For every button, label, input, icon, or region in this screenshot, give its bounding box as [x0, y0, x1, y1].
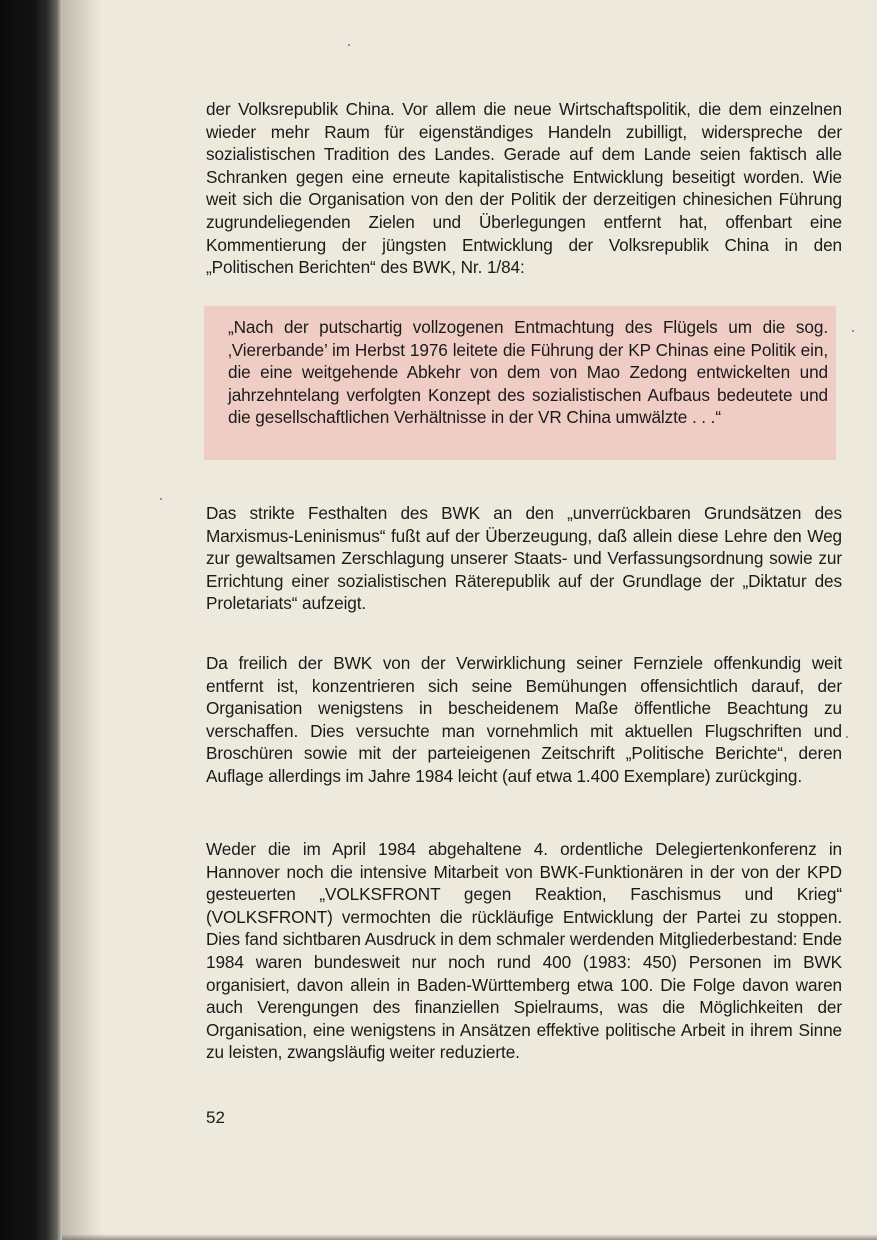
- page-number: 52: [206, 1108, 225, 1127]
- paragraph-3: Da freilich der BWK von der Verwirklichung seiner Fernziele offenkundig weit entfernt ist, konzentrieren sich seine Bemühungen offensichtlich darauf, der Organisation wenigstens in bescheidenem Maße öffentliche Beachtung zu verschaffen. Dies versuchte man vornehmlich mit aktuellen Flugschriften und Broschüren sowie mit der parteieigenen Zeitschrift „Politische Berichte“, deren Auflage allerdings im Jahre 1984 leicht (auf etwa 1.400 Exemplare) zurückging.: [206, 653, 842, 786]
- paragraph-1: der Volksrepublik China. Vor allem die neue Wirtschaftspolitik, die dem einzelnen wieder mehr Raum für eigenständiges Handeln zubilligt, widerspreche der sozialistischen Tradition des Landes. Gerade auf dem Lande seien faktisch alle Schranken gegen eine erneute kapitalistische Entwicklung beseitigt worden. Wie weit sich die Organisation von den der Politik der derzeitigen chinesichen Führung zugrundeliegenden Zielen und Überlegungen entfernt hat, offenbart eine Kommentierung der jüngsten Entwicklung der Volksrepublik China in den „Politischen Berichten“ des BWK, Nr. 1/84:: [206, 99, 842, 278]
- paragraph-2: Das strikte Festhalten des BWK an den „unverrückbaren Grundsätzen des Marxismus-Leninismus“ fußt auf der Überzeugung, daß allein diese Lehre den Weg zur gewaltsamen Zerschlagung unserer Staats- und Verfassungsordnung sowie zur Errichtung einer sozialistischen Räterepublik auf der Grundlage der „Diktatur des Proletariats“ aufzeigt.: [206, 503, 842, 614]
- paper-speck: [160, 498, 162, 500]
- book-spine-shadow: [0, 0, 62, 1240]
- gutter-shadow: [62, 0, 102, 1240]
- paper-speck: [348, 44, 350, 46]
- page-bottom-edge: [62, 1234, 877, 1240]
- block-quote: „Nach der putschartig vollzogenen Entmachtung des Flügels um die sog. ‚Viererbande’ im Herbst 1976 leitete die Führung der KP Chinas eine Politik ein, die eine weitgehende Abkehr von dem von Mao Zedong entwickelten und jahrzehntelang verfolgten Konzept des sozialistischen Aufbaus bedeutete und die gesellschaftlichen Verhältnisse in der VR China umwälzte . . .“: [228, 317, 828, 428]
- paper-speck: [852, 330, 854, 332]
- paper-speck: [846, 736, 848, 738]
- paragraph-4: Weder die im April 1984 abgehaltene 4. ordentliche Delegiertenkonferenz in Hannover noch die intensive Mitarbeit von BWK-Funktionären in der von der KPD gesteuerten „VOLKSFRONT gegen Reaktion, Faschismus und Krieg“ (VOLKSFRONT) vermochten die rückläufige Entwicklung der Partei zu stoppen. Dies fand sichtbaren Ausdruck in dem schmaler werdenden Mitgliederbestand: Ende 1984 waren bundesweit nur noch rund 400 (1983: 450) Personen im BWK organisiert, davon allein in Baden-Württemberg etwa 100. Die Folge davon waren auch Verengungen des finanziellen Spielraums, was die Möglichkeiten der Organisation, eine wenigstens in Ansätzen effektive politische Arbeit in ihrem Sinne zu leisten, zwangsläufig weiter reduzierte.: [206, 839, 842, 1063]
